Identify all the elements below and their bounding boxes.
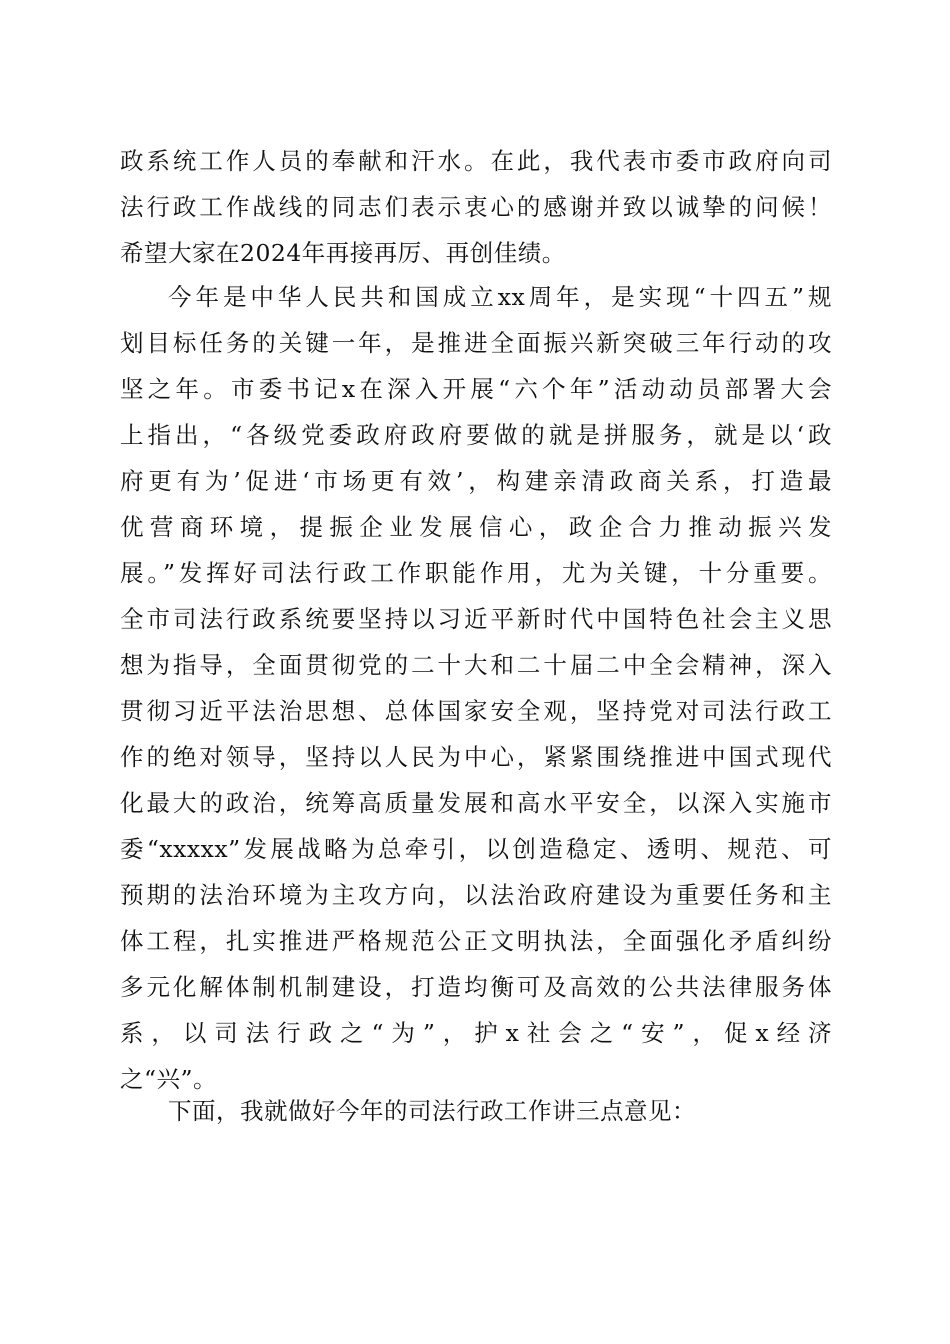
text-line: 法行政工作战线的同志们表示衷心的感谢并致以诚挚的问候！ <box>120 193 832 221</box>
text-line: 体工程，扎实推进严格规范公正文明执法，全面强化矛盾纠纷 <box>120 927 832 955</box>
text-line: 作的绝对领导，坚持以人民为中心，紧紧围绕推进中国式现代 <box>120 743 832 771</box>
text-line: 今年是中华人民共和国成立xx周年，是实现“十四五”规 <box>168 283 832 311</box>
text-line: 委“xxxxx”发展战略为总牵引，以创造稳定、透明、规范、可 <box>120 835 832 863</box>
paragraph-2 <box>120 274 832 1102</box>
text-line: 希望大家在2024年再接再厉、再创佳绩。 <box>120 239 566 267</box>
text-line: 府更有为’促进‘市场更有效’，构建亲清政商关系，打造最 <box>120 467 832 495</box>
text-line: 系，以司法行政之“为”，护x社会之“安”，促x经济 <box>120 1019 832 1047</box>
text-line: 上指出，“各级党委政府政府要做的就是拼服务，就是以‘政 <box>120 421 832 449</box>
text-line: 贯彻习近平法治思想、总体国家安全观，坚持党对司法行政工 <box>120 697 832 725</box>
text-line: 展。”发挥好司法行政工作职能作用，尤为关键，十分重要。 <box>120 559 832 587</box>
text-line: 划目标任务的关键一年，是推进全面振兴新突破三年行动的攻 <box>120 329 832 357</box>
text-line: 全市司法行政系统要坚持以习近平新时代中国特色社会主义思 <box>120 605 832 633</box>
text-line: 化最大的政治，统筹高质量发展和高水平安全，以深入实施市 <box>120 789 832 817</box>
text-line: 坚之年。市委书记x在深入开展“六个年”活动动员部署大会 <box>120 375 832 403</box>
text-line: 下面，我就做好今年的司法行政工作讲三点意见： <box>168 1097 696 1125</box>
text-line: 优营商环境，提振企业发展信心，政企合力推动振兴发 <box>120 513 832 541</box>
text-line: 想为指导，全面贯彻党的二十大和二十届二中全会精神，深入 <box>120 651 832 679</box>
text-line: 预期的法治环境为主攻方向，以法治政府建设为重要任务和主 <box>120 881 832 909</box>
text-line: 多元化解体制机制建设，打造均衡可及高效的公共法律服务体 <box>120 973 832 1001</box>
text-line: 之“兴”。 <box>120 1065 218 1093</box>
paragraph-3 <box>120 1088 832 1134</box>
text-line: 政系统工作人员的奉献和汗水。在此，我代表市委市政府向司 <box>120 147 832 175</box>
paragraph-1 <box>120 138 832 276</box>
